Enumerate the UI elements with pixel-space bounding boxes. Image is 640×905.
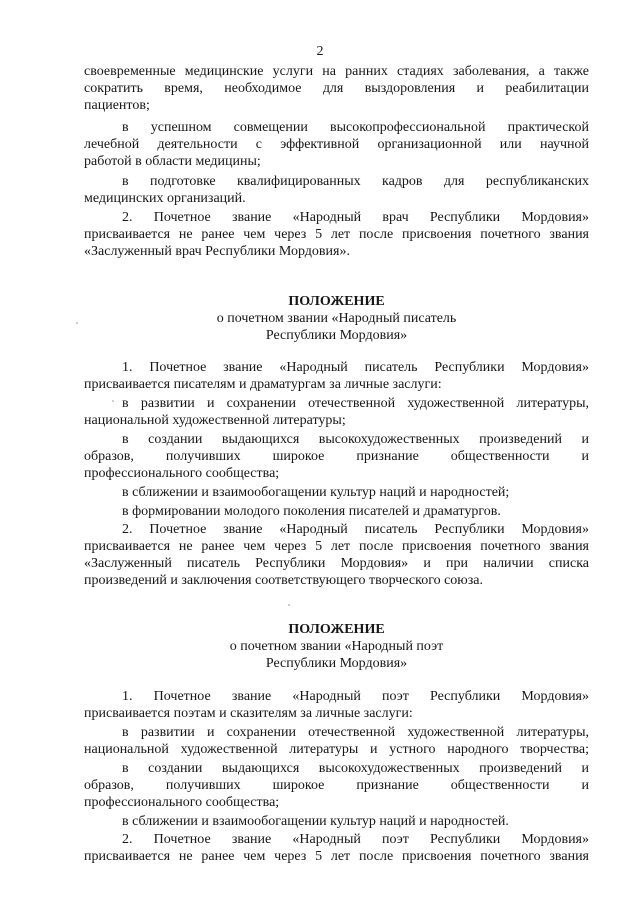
paragraph-line: произведений и заключения соответствующего творческого союза.: [84, 573, 484, 588]
paragraph-line: сократить время, необходимое для выздоровления и реабилитации: [84, 81, 589, 96]
paragraph-line: в создании выдающихся высокохудожественных произведений и: [122, 761, 589, 776]
paragraph-line: 1. Почетное звание «Народный поэт Республики Мордовия»: [122, 689, 589, 704]
paragraph-line: образов, получивших широкое признание общественности и: [84, 778, 589, 793]
paragraph-line: 2. Почетное звание «Народный писатель Республики Мордовия»: [122, 522, 589, 537]
scan-speck: [288, 604, 290, 606]
paragraph-line: своевременные медицинские услуги на ранних стадиях заболевания, а также: [84, 64, 589, 79]
paragraph-line: пациентов;: [84, 98, 150, 113]
section-subtitle: Республики Мордовия»: [265, 656, 408, 671]
paragraph-line: профессионального сообщества;: [84, 795, 280, 810]
paragraph-line: «Заслуженный писатель Республики Мордовия» и при наличии списка: [84, 556, 589, 571]
paragraph-line: в успешном совмещении высокопрофессиональной практической: [122, 120, 589, 135]
paragraph-line: в сближении и взаимообогащении культур наций и народностей;: [122, 485, 510, 500]
paragraph-line: в развитии и сохранении отечественной художественной литературы,: [122, 725, 589, 740]
paragraph-line: профессионального сообщества;: [84, 466, 280, 481]
paragraph-line: присваивается поэтам и сказителям за личные заслуги:: [84, 706, 413, 721]
paragraph-line: в подготовке квалифицированных кадров для республиканских: [122, 174, 589, 189]
section-heading: ПОЛОЖЕНИЕ: [288, 622, 385, 637]
paragraph-line: 2. Почетное звание «Народный врач Республики Мордовия»: [122, 210, 589, 225]
paragraph-line: медицинских организаций.: [84, 191, 246, 206]
section-subtitle: о почетном звании «Народный поэт: [229, 639, 444, 654]
paragraph-line: работой в области медицины;: [84, 154, 261, 169]
paragraph-line: национальной художественной литературы;: [84, 413, 346, 428]
paragraph-line: в сближении и взаимообогащении культур наций и народностей.: [122, 814, 509, 829]
paragraph-line: в создании выдающихся высокохудожественных произведений и: [122, 432, 589, 447]
paragraph-line: 2. Почетное звание «Народный поэт Республики Мордовия»: [122, 832, 589, 847]
page-number: 2: [316, 44, 324, 59]
paragraph-line: образов, получивших широкое признание общественности и: [84, 449, 589, 464]
paragraph-line: «Заслуженный врач Республики Мордовия».: [84, 244, 350, 259]
paragraph-line: лечебной деятельности с эффективной организационной или научной: [84, 137, 589, 152]
paragraph-line: в развитии и сохранении отечественной художественной литературы,: [122, 396, 589, 411]
section-subtitle: Республики Мордовия»: [265, 328, 408, 343]
paragraph-line: 1. Почетное звание «Народный писатель Республики Мордовия»: [122, 360, 589, 375]
paragraph-line: присваивается не ранее чем через 5 лет после присвоения почетного звания: [84, 227, 589, 242]
paragraph-line: национальной художественной литературы и устного народного творчества;: [84, 742, 589, 757]
paragraph-line: присваивается писателям и драматургам за личные заслуги:: [84, 377, 442, 392]
paragraph-line: присваивается не ранее чем через 5 лет после присвоения почетного звания: [84, 539, 589, 554]
section-heading: ПОЛОЖЕНИЕ: [288, 294, 385, 309]
paragraph-line: в формировании молодого поколения писателей и драматургов.: [122, 504, 501, 519]
section-subtitle: о почетном звании «Народный писатель: [216, 311, 457, 326]
scan-speck: [112, 400, 114, 402]
paragraph-line: присваивается не ранее чем через 5 лет после присвоения почетного звания: [84, 849, 589, 864]
scan-speck: [76, 322, 78, 324]
